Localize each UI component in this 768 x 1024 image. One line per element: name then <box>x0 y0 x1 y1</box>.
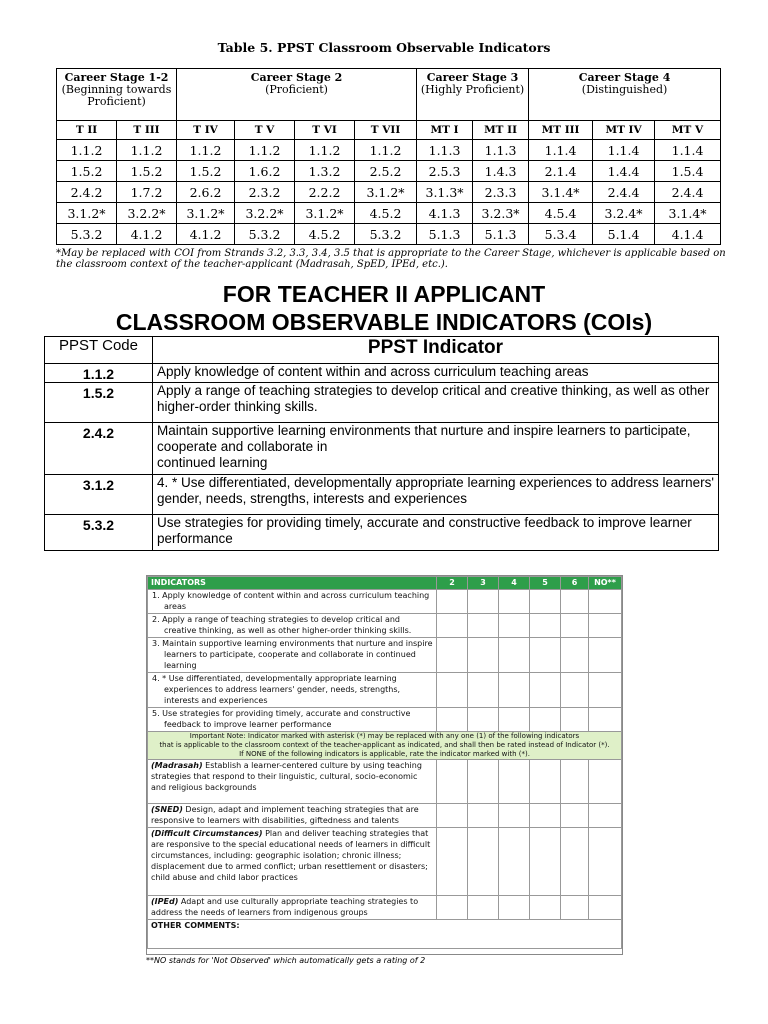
indicator-code-cell: 1.1.2 <box>57 140 117 161</box>
alternate-indicator-row <box>148 760 622 804</box>
indicator-code-cell: 4.1.3 <box>417 203 473 224</box>
alternate-indicator-row <box>148 804 622 828</box>
ppst-indicator: Apply a range of teaching strategies to develop critical and creative thinking, as well as other higher-order thinking skills. <box>153 383 719 423</box>
indicator-code-cell: 1.7.2 <box>117 182 177 203</box>
rating-column-header: 3 <box>468 577 499 590</box>
rating-cell[interactable] <box>530 804 561 828</box>
rating-cell[interactable] <box>589 638 622 673</box>
position-header: MT III <box>529 121 593 140</box>
table-row <box>45 515 719 551</box>
indicator-code-cell: 3.1.4* <box>655 203 721 224</box>
important-note: Important Note: Indicator marked with asterisk (*) may be replaced with any one (1) of the following indicators that is applicable to the classroom context of the teacher-applicant as indicated, and shall then be rated instead of Indicator (*). If NONE of the following indicators is applicable, rate the indicator marked with (*). <box>148 732 622 760</box>
indicator-code-cell: 1.1.4 <box>655 140 721 161</box>
rating-cell[interactable] <box>437 638 468 673</box>
position-header: T II <box>57 121 117 140</box>
indicator-code-cell: 5.1.3 <box>473 224 529 245</box>
alternate-indicator-row <box>148 896 622 920</box>
indicator-code-cell: 1.1.3 <box>473 140 529 161</box>
rating-cell[interactable] <box>589 828 622 896</box>
alternate-indicator-text: (Difficult Circumstances) Plan and deliver teaching strategies that are responsive to the special educational needs of learners in difficult circumstances, including: geographic isolation; chronic illness; displacement due to armed conflict; urban resettlement or disasters; child abuse and child labor practices <box>148 828 437 896</box>
rating-cell[interactable] <box>499 590 530 614</box>
position-header: T VII <box>355 121 417 140</box>
indicator-code-cell: 3.1.2* <box>355 182 417 203</box>
ppst-code: 1.1.2 <box>45 364 153 383</box>
rating-cell[interactable] <box>589 673 622 708</box>
rating-cell[interactable] <box>468 673 499 708</box>
rating-cell[interactable] <box>499 760 530 804</box>
indicator-code-cell: 5.3.2 <box>57 224 117 245</box>
indicator-code-cell: 1.4.4 <box>593 161 655 182</box>
table-row <box>45 364 719 383</box>
alternate-indicator-text: (SNED) Design, adapt and implement teaching strategies that are responsive to learners with disabilities, giftedness and talents <box>148 804 437 828</box>
indicator-code-cell: 2.4.4 <box>655 182 721 203</box>
indicator-code-cell: 1.1.3 <box>417 140 473 161</box>
form-header-indicators: INDICATORS <box>148 577 437 590</box>
rating-cell[interactable] <box>530 708 561 732</box>
rating-cell[interactable] <box>530 896 561 920</box>
indicator-code-cell: 3.2.4* <box>593 203 655 224</box>
indicator-code-cell: 3.1.2* <box>57 203 117 224</box>
table5-note: *May be replaced with COI from Strands 3.2, 3.3, 3.4, 3.5 that is appropriate to the Career Stage, whichever is applicable based on the classroom context of the teacher-applicant (Madrasah, SpED, IPEd, etc.). <box>56 248 726 270</box>
rating-cell[interactable] <box>530 590 561 614</box>
form-indicator-row <box>148 614 622 638</box>
position-header: T III <box>117 121 177 140</box>
table-row <box>57 203 721 224</box>
ppst-code: 5.3.2 <box>45 515 153 551</box>
indicator-code-cell: 1.1.2 <box>295 140 355 161</box>
rating-column-header: NO** <box>589 577 622 590</box>
rating-cell[interactable] <box>499 673 530 708</box>
indicator-code-cell: 5.3.2 <box>355 224 417 245</box>
rating-cell[interactable] <box>589 804 622 828</box>
rating-cell[interactable] <box>499 896 530 920</box>
col-header-code: PPST Code <box>45 337 153 364</box>
form-indicator-text: 3. Maintain supportive learning environments that nurture and inspire learners to participate, cooperate and collaborate in continued learning <box>148 638 437 673</box>
rating-cell[interactable] <box>499 828 530 896</box>
form-indicator-row <box>148 673 622 708</box>
rating-cell[interactable] <box>468 708 499 732</box>
rating-cell[interactable] <box>437 614 468 638</box>
ppst-code: 2.4.2 <box>45 423 153 475</box>
rating-cell[interactable] <box>561 638 589 673</box>
indicator-code-cell: 3.1.2* <box>295 203 355 224</box>
table-row <box>57 140 721 161</box>
indicator-code-cell: 4.5.2 <box>355 203 417 224</box>
form-indicator-text: 1. Apply knowledge of content within and across curriculum teaching areas <box>148 590 437 614</box>
rating-cell[interactable] <box>589 614 622 638</box>
indicator-code-cell: 2.4.2 <box>57 182 117 203</box>
indicator-code-cell: 5.3.2 <box>235 224 295 245</box>
rating-cell[interactable] <box>468 896 499 920</box>
rating-cell[interactable] <box>530 614 561 638</box>
stage-header: Career Stage 3 (Highly Proficient) <box>417 69 529 121</box>
indicator-code-cell: 4.5.4 <box>529 203 593 224</box>
indicator-code-cell: 1.5.2 <box>57 161 117 182</box>
form-indicator-text: 4. * Use differentiated, developmentally appropriate learning experiences to address learners' gender, needs, strengths, interests and experiences <box>148 673 437 708</box>
rating-cell[interactable] <box>561 828 589 896</box>
table-row <box>45 475 719 515</box>
position-header: T IV <box>177 121 235 140</box>
alternate-indicator-text: (IPEd) Adapt and use culturally appropriate teaching strategies to address the needs of learners from indigenous groups <box>148 896 437 920</box>
indicator-code-cell: 3.1.4* <box>529 182 593 203</box>
indicator-code-cell: 1.5.2 <box>117 161 177 182</box>
table-row <box>57 182 721 203</box>
rating-cell[interactable] <box>437 804 468 828</box>
stage-header: Career Stage 1-2 (Beginning towards Proficient) <box>57 69 177 121</box>
indicator-code-cell: 2.5.2 <box>355 161 417 182</box>
page-title: FOR TEACHER II APPLICANT <box>222 281 546 307</box>
indicator-code-cell: 1.4.3 <box>473 161 529 182</box>
page-subtitle: CLASSROOM OBSERVABLE INDICATORS (COIs) <box>115 309 653 335</box>
indicator-code-cell: 2.1.4 <box>529 161 593 182</box>
indicator-code-cell: 4.1.2 <box>177 224 235 245</box>
rating-cell[interactable] <box>589 708 622 732</box>
indicator-code-cell: 2.2.2 <box>295 182 355 203</box>
rating-cell[interactable] <box>468 614 499 638</box>
rating-cell[interactable] <box>468 590 499 614</box>
rating-cell[interactable] <box>437 896 468 920</box>
rating-cell[interactable] <box>561 760 589 804</box>
position-header: T VI <box>295 121 355 140</box>
table-row <box>45 383 719 423</box>
ppst-indicator: Apply knowledge of content within and across curriculum teaching areas <box>153 364 719 383</box>
ppst-code: 3.1.2 <box>45 475 153 515</box>
position-header: MT I <box>417 121 473 140</box>
rating-cell[interactable] <box>468 804 499 828</box>
rating-cell[interactable] <box>561 673 589 708</box>
stage-header: Career Stage 2 (Proficient) <box>177 69 417 121</box>
table-row <box>57 161 721 182</box>
indicator-code-cell: 3.1.3* <box>417 182 473 203</box>
form-indicator-row <box>148 708 622 732</box>
table5 <box>56 68 721 245</box>
form-indicator-text: 2. Apply a range of teaching strategies to develop critical and creative thinking, as well as other higher-order thinking skills. <box>148 614 437 638</box>
rating-form <box>146 575 623 955</box>
rating-cell[interactable] <box>468 638 499 673</box>
rating-cell[interactable] <box>499 708 530 732</box>
rating-cell[interactable] <box>530 638 561 673</box>
ppst-indicator: Use strategies for providing timely, accurate and constructive feedback to improve learner performance <box>153 515 719 551</box>
form-footnote: **NO stands for 'Not Observed' which automatically gets a rating of 2 <box>146 956 426 965</box>
indicator-code-cell: 1.1.2 <box>177 140 235 161</box>
indicator-code-cell: 2.5.3 <box>417 161 473 182</box>
indicator-code-cell: 1.1.2 <box>355 140 417 161</box>
rating-cell[interactable] <box>530 828 561 896</box>
rating-cell[interactable] <box>589 760 622 804</box>
rating-column-header: 2 <box>437 577 468 590</box>
indicator-code-cell: 4.1.2 <box>117 224 177 245</box>
indicator-code-cell: 1.1.4 <box>529 140 593 161</box>
table5-caption: Table 5. PPST Classroom Observable Indicators <box>217 40 551 55</box>
alternate-indicator-text: (Madrasah) Establish a learner-centered culture by using teaching strategies that respond to their linguistic, cultural, socio-economic and religious backgrounds <box>148 760 437 804</box>
indicator-code-cell: 4.1.4 <box>655 224 721 245</box>
col-header-indicator: PPST Indicator <box>153 337 719 364</box>
rating-cell[interactable] <box>437 760 468 804</box>
table-row <box>57 224 721 245</box>
indicator-code-cell: 1.5.2 <box>177 161 235 182</box>
indicator-code-cell: 5.1.3 <box>417 224 473 245</box>
ppst-code: 1.5.2 <box>45 383 153 423</box>
rating-cell[interactable] <box>437 708 468 732</box>
rating-cell[interactable] <box>561 896 589 920</box>
rating-cell[interactable] <box>561 590 589 614</box>
rating-cell[interactable] <box>561 614 589 638</box>
rating-cell[interactable] <box>499 638 530 673</box>
table-row <box>45 423 719 475</box>
rating-cell[interactable] <box>468 760 499 804</box>
indicator-code-cell: 3.1.2* <box>177 203 235 224</box>
indicator-code-cell: 3.2.3* <box>473 203 529 224</box>
indicator-code-cell: 1.6.2 <box>235 161 295 182</box>
stage-header: Career Stage 4 (Distinguished) <box>529 69 721 121</box>
rating-cell[interactable] <box>530 673 561 708</box>
ppst-indicator: Maintain supportive learning environments that nurture and inspire learners to participate, cooperate and collaborate in continued learning <box>153 423 719 475</box>
rating-cell[interactable] <box>499 614 530 638</box>
indicator-code-cell: 3.2.2* <box>117 203 177 224</box>
position-header: MT V <box>655 121 721 140</box>
indicator-code-cell: 2.4.4 <box>593 182 655 203</box>
indicator-code-cell: 1.3.2 <box>295 161 355 182</box>
indicator-code-cell: 2.3.2 <box>235 182 295 203</box>
indicator-code-cell: 2.6.2 <box>177 182 235 203</box>
indicator-code-cell: 1.1.2 <box>117 140 177 161</box>
other-comments[interactable]: OTHER COMMENTS: <box>148 920 622 949</box>
rating-cell[interactable] <box>437 828 468 896</box>
form-indicator-row <box>148 638 622 673</box>
indicator-code-cell: 1.1.4 <box>593 140 655 161</box>
rating-cell[interactable] <box>561 804 589 828</box>
rating-column-header: 4 <box>499 577 530 590</box>
coi-table <box>44 336 719 551</box>
rating-cell[interactable] <box>437 590 468 614</box>
position-header: MT II <box>473 121 529 140</box>
rating-cell[interactable] <box>468 828 499 896</box>
rating-cell[interactable] <box>589 896 622 920</box>
ppst-indicator: 4. * Use differentiated, developmentally appropriate learning experiences to address learners' gender, needs, strengths, interests and experiences <box>153 475 719 515</box>
indicator-code-cell: 3.2.2* <box>235 203 295 224</box>
rating-column-header: 6 <box>561 577 589 590</box>
position-header: T V <box>235 121 295 140</box>
rating-cell[interactable] <box>437 673 468 708</box>
form-indicator-row <box>148 590 622 614</box>
rating-cell[interactable] <box>561 708 589 732</box>
indicator-code-cell: 2.3.3 <box>473 182 529 203</box>
rating-cell[interactable] <box>530 760 561 804</box>
rating-cell[interactable] <box>589 590 622 614</box>
rating-column-header: 5 <box>530 577 561 590</box>
form-indicator-text: 5. Use strategies for providing timely, accurate and constructive feedback to improve learner performance <box>148 708 437 732</box>
rating-cell[interactable] <box>499 804 530 828</box>
indicator-code-cell: 5.3.4 <box>529 224 593 245</box>
indicator-code-cell: 4.5.2 <box>295 224 355 245</box>
indicator-code-cell: 5.1.4 <box>593 224 655 245</box>
alternate-indicator-row <box>148 828 622 896</box>
indicator-code-cell: 1.5.4 <box>655 161 721 182</box>
position-header: MT IV <box>593 121 655 140</box>
indicator-code-cell: 1.1.2 <box>235 140 295 161</box>
